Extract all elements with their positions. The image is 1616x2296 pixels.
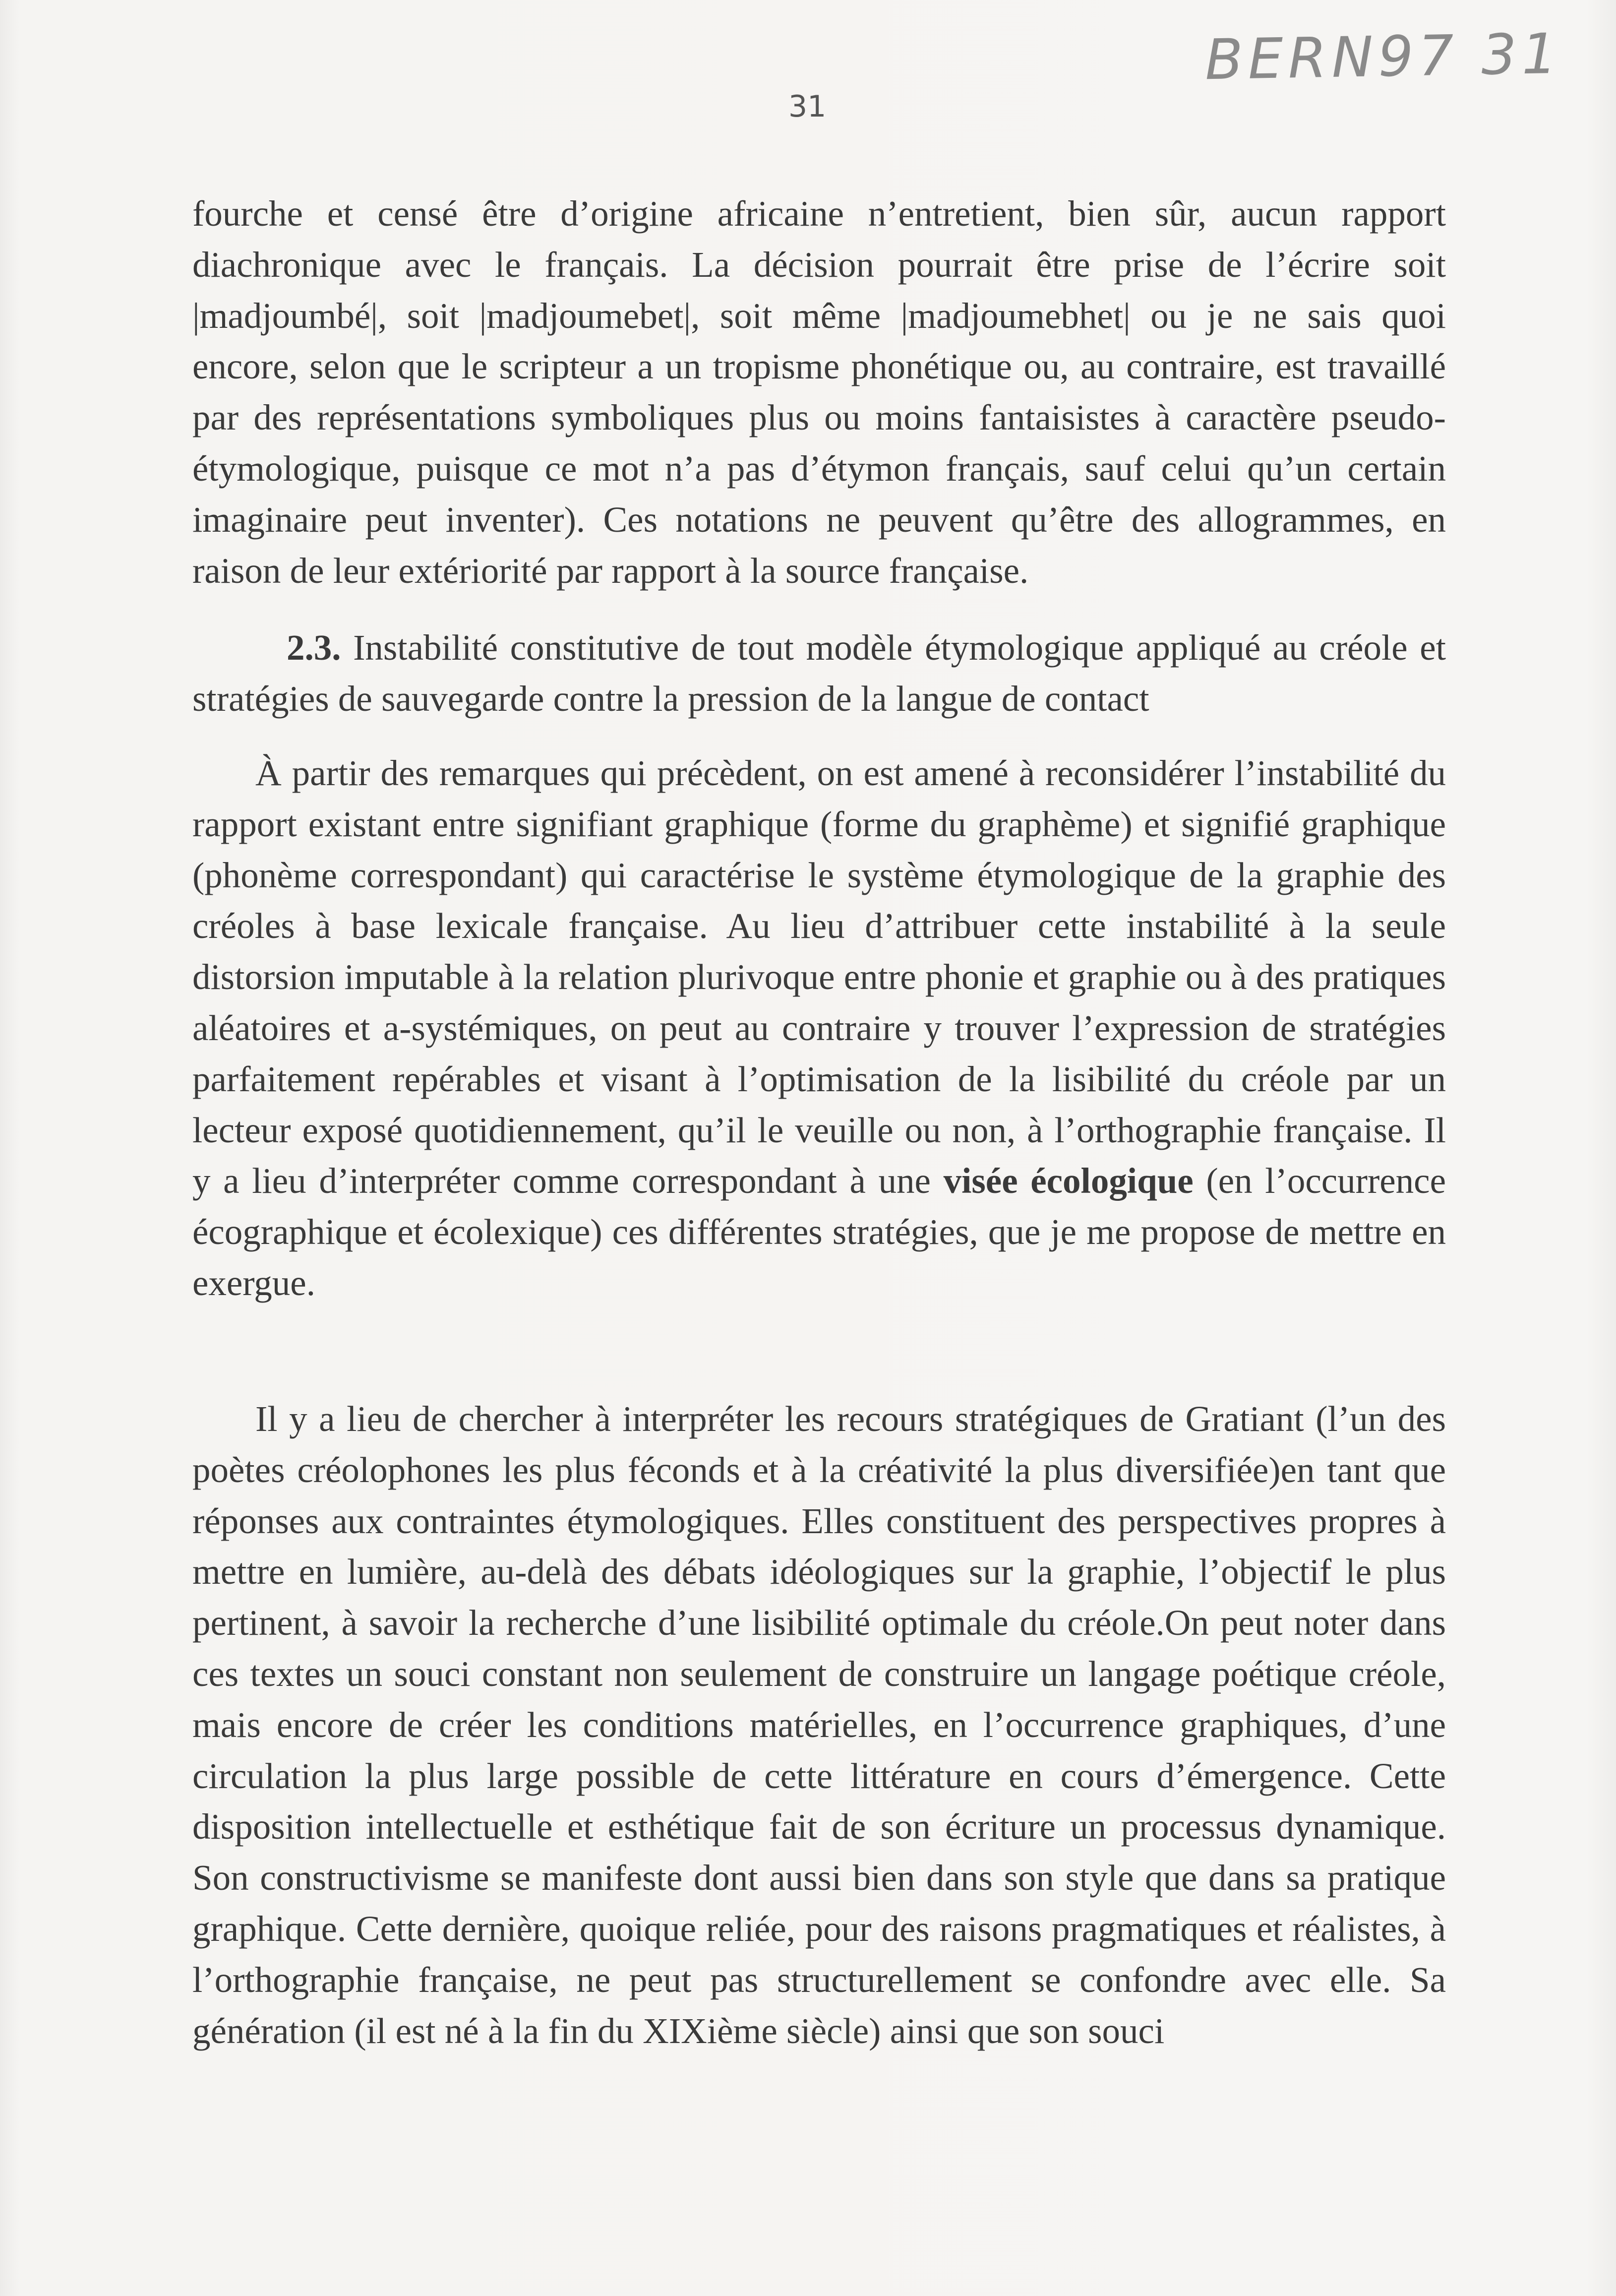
paragraph-a-text-end: (en l’occurrence écographique et écolexique) ces différentes stratégies, que je me propose de mettre en exergue.: [192, 1161, 1446, 1303]
handwritten-annotation: BERN97 31: [1204, 21, 1562, 93]
section-heading-number: 2.3.: [287, 627, 341, 668]
section-heading-title: Instabilité constitutive de tout modèle étymologique appliqué au créole et stratégies de sauvegarde contre la pression de la langue de contact: [192, 627, 1446, 719]
paragraph-b: [192, 1394, 1446, 2056]
paragraph-a-bold-term: visée écologique: [943, 1161, 1194, 1201]
paragraph-top: [192, 188, 1446, 596]
section-heading: [192, 622, 1446, 725]
paragraph-top-text: fourche et censé être d’origine africaine n’entretient, bien sûr, aucun rapport diachronique avec le français. La décision pourrait être prise de l’écrire soit |madjoumbé|, soit |madjoumebet|, soit même |madjoumebhet| ou je ne sais quoi encore, selon que le scripteur a un tropisme phonétique ou, au contraire, est travaillé par des représentations symboliques plus ou moins fantaisistes à caractère pseudo-étymologique, puisque ce mot n’a pas d’étymon français, sauf celui qu’un certain imaginaire peut inventer). Ces notations ne peuvent qu’être des allogrammes, en raison de leur extériorité par rapport à la source française.: [192, 193, 1446, 591]
paragraph-a: [192, 748, 1446, 1309]
page-number: 31: [788, 89, 827, 124]
paragraph-b-text: Il y a lieu de chercher à interpréter les recours stratégiques de Gratiant (l’un des poètes créolophones les plus féconds et à la créativité la plus diversifiée)en tant que réponses aux contraintes étymologiques. Elles constituent des perspectives propres à mettre en lumière, au-delà des débats idéologiques sur la graphie, l’objectif le plus pertinent, à savoir la recherche d’une lisibilité optimale du créole.On peut noter dans ces textes un souci constant non seulement de construire un langage poétique créole, mais encore de créer les conditions matérielles, en l’occurrence graphiques, d’une circulation la plus large possible de cette littérature en cours d’émergence. Cette disposition intellectuelle et esthétique fait de son écriture un processus dynamique. Son constructivisme se manifeste dont aussi bien dans son style que dans sa pratique graphique. Cette dernière, quoique reliée, pour des raisons pragmatiques et réalistes, à l’orthographie française, ne peut pas structurellement se confondre avec elle. Sa génération (il est né à la fin du XIXième siècle) ainsi que son souci: [192, 1399, 1446, 2051]
paragraph-a-text-start: À partir des remarques qui précèdent, on est amené à reconsidérer l’instabilité du rapport existant entre signifiant graphique (forme du graphème) et signifié graphique (phonème correspondant) qui caractérise le système étymologique de la graphie des créoles à base lexicale française. Au lieu d’attribuer cette instabilité à la seule distorsion imputable à la relation plurivoque entre phonie et graphie ou à des pratiques aléatoires et a-systémiques, on peut au contraire y trouver l’expression de stratégies parfaitement repérables et visant à l’optimisation de la lisibilité du créole par un lecteur exposé quotidiennement, qu’il le veuille ou non, à l’orthographie française. Il y a lieu d’interpréter comme correspondant à une: [192, 753, 1446, 1201]
